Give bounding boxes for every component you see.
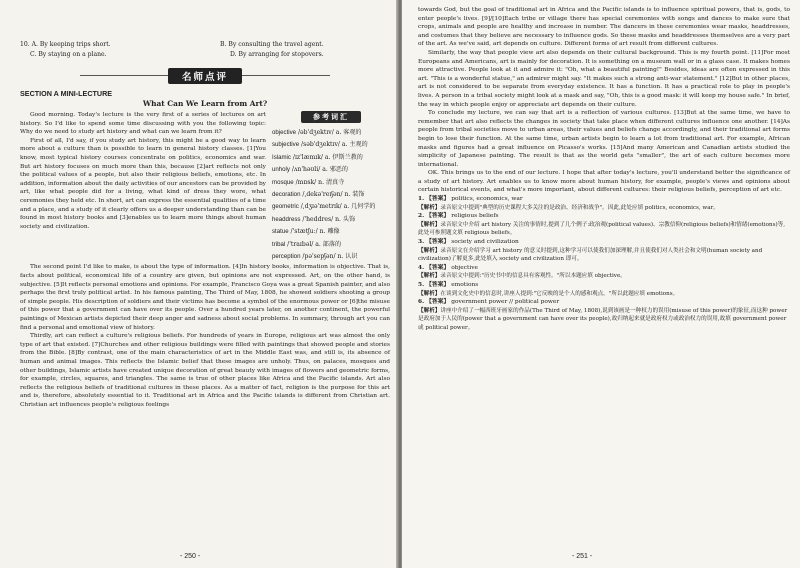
answer-text: society and civilization — [451, 239, 519, 246]
question-10 — [20, 40, 390, 50]
explanation — [418, 221, 790, 238]
vocab-definition: /əb'dʒektɪv/ a. 客观的 — [298, 129, 362, 136]
vocab-word: geometric — [272, 203, 299, 211]
answer-line — [418, 281, 790, 290]
vocab-item — [272, 189, 390, 201]
answer-number: 4. — [418, 264, 425, 271]
page-250 — [0, 0, 398, 568]
banner-label: 名师点评 — [168, 68, 242, 84]
paragraph: First of all, I'd say, if you study art history, this might be a good way to learn more about a culture than is possible to learn in general history classes. [1]You know, most typical history courses concentrate on politics, economics and war. But art history focuses on much more than this, because [2]art reflects not only the political values of a people, but also their religious beliefs, emotions, etc. In addition, information about the daily activities of our ancestors can be provided by art, like what people did for a living, what kind of dress they wore, what ceremonies they held etc. In short, art can express the essential qualities of a time and a place, and a study of it clearly offers us a deeper understanding than can be found in most history books and [3]enables us to learn more things about human society and civilization. — [20, 137, 266, 230]
answer-item — [418, 195, 790, 212]
answer-number: 3. — [418, 239, 425, 246]
explanation-text: 录音原文中介绍 art history 关注的事情时,提到了几个例子:政治观(political values)、宗教信仰(religious beliefs)和情绪(emotions)等,此处可参照题文填 religious beliefs。 — [418, 221, 786, 237]
answer-tag: 【答案】 — [425, 213, 450, 220]
question-number: 10. — [20, 41, 30, 48]
vocab-word: headdress — [272, 215, 301, 223]
option-d: D. By arranging for stopovers. — [230, 51, 324, 58]
vocab-definition: /'stætʃuː/ n. 雕像 — [290, 228, 340, 236]
answer-text: emotions — [451, 282, 479, 288]
paragraph: OK. This brings us to the end of our lecture. I hope that after today's lecture, you'll understand better the significance of a study of art history. Art enables us to know more about human history, for example, people's views and opinions about certain historical events, and what's more important, about different cultures: their religious beliefs, perception of art etc. — [418, 170, 790, 194]
comment-banner — [140, 68, 270, 83]
answer-tag: 【答案】 — [425, 196, 450, 203]
vocab-item — [272, 226, 390, 238]
explanation-tag: 【解析】 — [418, 290, 441, 297]
vocab-item — [272, 239, 390, 251]
explanation-text: 录音原文中提到:"历史书中的信息具有客观性。"所以本题应填 objective。 — [440, 273, 626, 280]
answer-item — [418, 298, 790, 332]
vocab-item — [272, 177, 390, 189]
vocab-definition: /'traɪbəl/ a. 部落的 — [287, 240, 342, 248]
answer-item — [418, 238, 790, 264]
explanation — [418, 290, 790, 299]
vocab-item — [272, 201, 390, 213]
explanation-tag: 【解析】 — [418, 204, 441, 211]
lecture-continued — [418, 6, 790, 195]
answer-tag: 【答案】 — [425, 299, 450, 306]
answer-item — [418, 212, 790, 238]
vocab-list — [272, 127, 390, 263]
vocab-definition: /ʌn'həʊli/ a. 邪恶的 — [291, 166, 348, 174]
vocab-item — [272, 152, 390, 164]
answer-list — [418, 195, 790, 333]
answer-text: politics, economics, war — [451, 196, 523, 203]
explanation-text: 讲座中介绍了一幅西班牙画家的作品(The Third of May, 1808),说到该画是一种权力的误用(misuse of this power)的象征,而这种 power 是政府加于人民的(power that a government can have over its people),故归纳起来就是政府权力或政治权力的误用,故填 government power 或 political power。 — [418, 307, 788, 331]
vocab-heading: 参考词汇 — [301, 111, 361, 123]
answer-line — [418, 298, 790, 307]
vocab-word: decoration — [272, 191, 301, 199]
option-a: A. By keeping trips short. — [31, 41, 111, 48]
explanation-tag: 【解析】 — [418, 221, 441, 228]
paragraph: Thirdly, art can reflect a culture's religious beliefs. For hundreds of years in Europe, religious art was almost the only type of art that existed. [7]Churches and other religious buildings were filled with paintings that showed people and stories from the Bible. [8]By contrast, one of the main characteristics of art in the Middle East was, and still is, its absence of human and animal images. This reflects the Islamic belief that these images are unholy. Thus, on palaces, mosques and other buildings, Islamic artists have created unique decoration of great beauty with images of flowers and geometric forms, for example, circles, squares, and triangles. The same is true of other places like Africa and the Pacific islands. Art also reflects the religious beliefs of traditional cultures in these places. As a matter of fact, religion is the purpose for this art and is, therefore, absolutely essential to it. Traditional art in Africa and the Pacific islands is different from Christian art. Christian art influences people's religious feelings — [20, 333, 390, 408]
explanation-tag: 【解析】 — [418, 247, 441, 254]
vocab-item — [272, 251, 390, 263]
vocab-box — [272, 111, 390, 263]
vocab-word: tribal — [272, 240, 286, 248]
vocab-word: perception — [272, 253, 301, 261]
lecture-intro — [20, 111, 266, 263]
answer-text: government power // political power — [451, 299, 560, 306]
answer-tag: 【答案】 — [425, 264, 450, 271]
vocab-item — [272, 139, 390, 151]
vocab-definition: /,dʒɪə'metrɪk/ a. 几何学的 — [300, 203, 376, 211]
answer-tag: 【答案】 — [425, 239, 450, 246]
explanation-tag: 【解析】 — [418, 307, 441, 314]
explanation-text: 在谈到文化史中的信息时,讲座人提到:"它反映的是个人的感和观点。"所以此题应填 emotions。 — [440, 290, 679, 297]
vocab-word: statue — [272, 228, 289, 236]
vocab-word: mosque — [272, 178, 294, 186]
option-c: C. By staying on a plane. — [30, 51, 107, 58]
answer-number: 6. — [418, 299, 425, 306]
vocab-word: Islamic — [272, 153, 291, 161]
paragraph: To conclude my lecture, we can say that art is a reflection of various cultures. [13]But at the same time, we have to remember that art also reflects the changes in society that take place when different cultures influence one another. [14]As people from tribal societies move to urban areas, their values and beliefs change accordingly, and their traditional art forms begin to lose their function. At the same time, urban artists begin to learn a lot from traditional art. For example, African masks and figures had a great influence on Picasso's works. [15]And many American and Canadian artists studied the simplicity of Japanese painting. The result is that as the world gets "smaller", the art of each culture becomes more international. — [418, 110, 790, 168]
explanation — [418, 272, 790, 281]
answer-tag: 【答案】 — [425, 282, 450, 288]
explanation-tag: 【解析】 — [418, 273, 441, 280]
explanation-text: 录音原文在介绍学习 art history 的意义时提到,这种学习可以使我们加深理解,并且使我们对人类社会和文明(human society and civilization)了解更多,此处填入 society and civilization 即可。 — [418, 247, 763, 263]
answer-line — [418, 264, 790, 273]
vocab-item — [272, 127, 390, 139]
paragraph: Similarly, the way that people view art also depends on their cultural background. This is my fourth point. [11]For most Europeans and Americans, art is mainly for decoration. It is something on a museum wall or in a glass case. It makes homes more attractive. People look at it and admire it: "Oh, what a beautiful painting!" Besides, ideas are often expressed in this art. "This is a wonderful statue," an admirer might say. "It makes such a strong anti-war statement." [12]But in other places, art is not considered to be separate from everyday existence. It has a function. It has a practical role to play in people's lives. A person in a tribal society might look at a mask and say, "Oh, this is a good mask: it will keep my house safe." In brief, the way in which people enjoy or appreciate art depends on their culture. — [418, 49, 790, 108]
explanation — [418, 247, 790, 264]
page-number: - 250 - — [180, 553, 201, 560]
section-heading: SECTION A MINI-LECTURE — [20, 89, 113, 98]
answer-line — [418, 238, 790, 247]
answer-item — [418, 281, 790, 298]
vocab-definition: /ɪz'læmɪk/ a. 伊斯兰教的 — [292, 153, 363, 161]
answer-number: 5. — [418, 282, 425, 288]
paragraph: The second point I'd like to make, is about the type of information. [4]In history books, information is objective. That is, facts about political, economical life of a country are given, but opinions are not expressed. Art, on the other hand, is subjective. [5]It reflects personal emotions and opinions. For example, Francisco Goya was a great Spanish painter, and also perhaps the first truly political artist. In his famous painting, The Third of May, 1808, he showed soldiers shooting a group of simple people. His description of soldiers and their victims has become a symbol of the enormous power or [6]the misuse of this power that a government can have over its people. Over a hundred years later, on another continent, the powerful paintings of Mexican artists depicted their deep anger and sadness about social problems. In summary, through art you can find a personal and emotional view of history. — [20, 264, 390, 331]
paragraph: towards God, but the goal of traditional art in Africa and the Pacific islands is to influence spiritual powers, that is, gods, to enter people's lives. [9]/[10]Each tribe or village there has special ceremonies with songs and dances to make sure that crops, animals and people are healthy and increase in number. The dancers in these ceremonies wear masks, headdresses, and costumes that they believe are necessary to influence gods. So these masks and headdresses themselves are a very part of the art. As we've said, art depends on culture. Different forms of art result from different cultures. — [418, 7, 790, 48]
vocab-word: objective — [272, 129, 297, 136]
explanation — [418, 307, 790, 333]
vocab-definition: /mɒsk/ n. 清真寺 — [295, 178, 345, 186]
answer-line — [418, 212, 790, 221]
answer-number: 1. — [418, 196, 425, 203]
answer-text: religious beliefs — [451, 213, 499, 220]
explanation — [418, 204, 790, 213]
lecture-body — [20, 263, 390, 409]
vocab-word: unholy — [272, 166, 290, 174]
question-10-row2 — [20, 50, 390, 60]
vocab-word: subjective — [272, 141, 300, 149]
paragraph: Good morning. Today's lecture is the very first of a series of lectures on art history. So I'd like to spend some time discussing with you the following topic: Why do we need to study art history and what can we learn from it? — [20, 112, 266, 136]
answer-line — [418, 195, 790, 204]
answer-item — [418, 264, 790, 281]
vocab-definition: /,dekə'reɪʃən/ n. 装饰 — [302, 191, 365, 199]
answer-text: objective — [451, 264, 478, 271]
answer-number: 2. — [418, 213, 425, 220]
explanation-text: 录音原文中提到"典型的历史课程大多关注的是政治、经济和战争"。因此,此处应填 politics, economics, war。 — [440, 204, 719, 211]
vocab-item — [272, 214, 390, 226]
vocab-definition: /pə'sepʃən/ n. 认识 — [302, 253, 358, 261]
page-number: - 251 - — [572, 553, 593, 560]
vocab-definition: /səb'dʒektɪv/ a. 主观的 — [301, 141, 368, 149]
page-251 — [402, 0, 800, 568]
lecture-title: What Can We Learn from Art? — [142, 99, 268, 108]
vocab-item — [272, 164, 390, 176]
side-by-side-block — [20, 111, 390, 263]
vocab-definition: /'heddres/ n. 头饰 — [302, 215, 356, 223]
option-b: B. By consulting the travel agent. — [220, 41, 324, 48]
